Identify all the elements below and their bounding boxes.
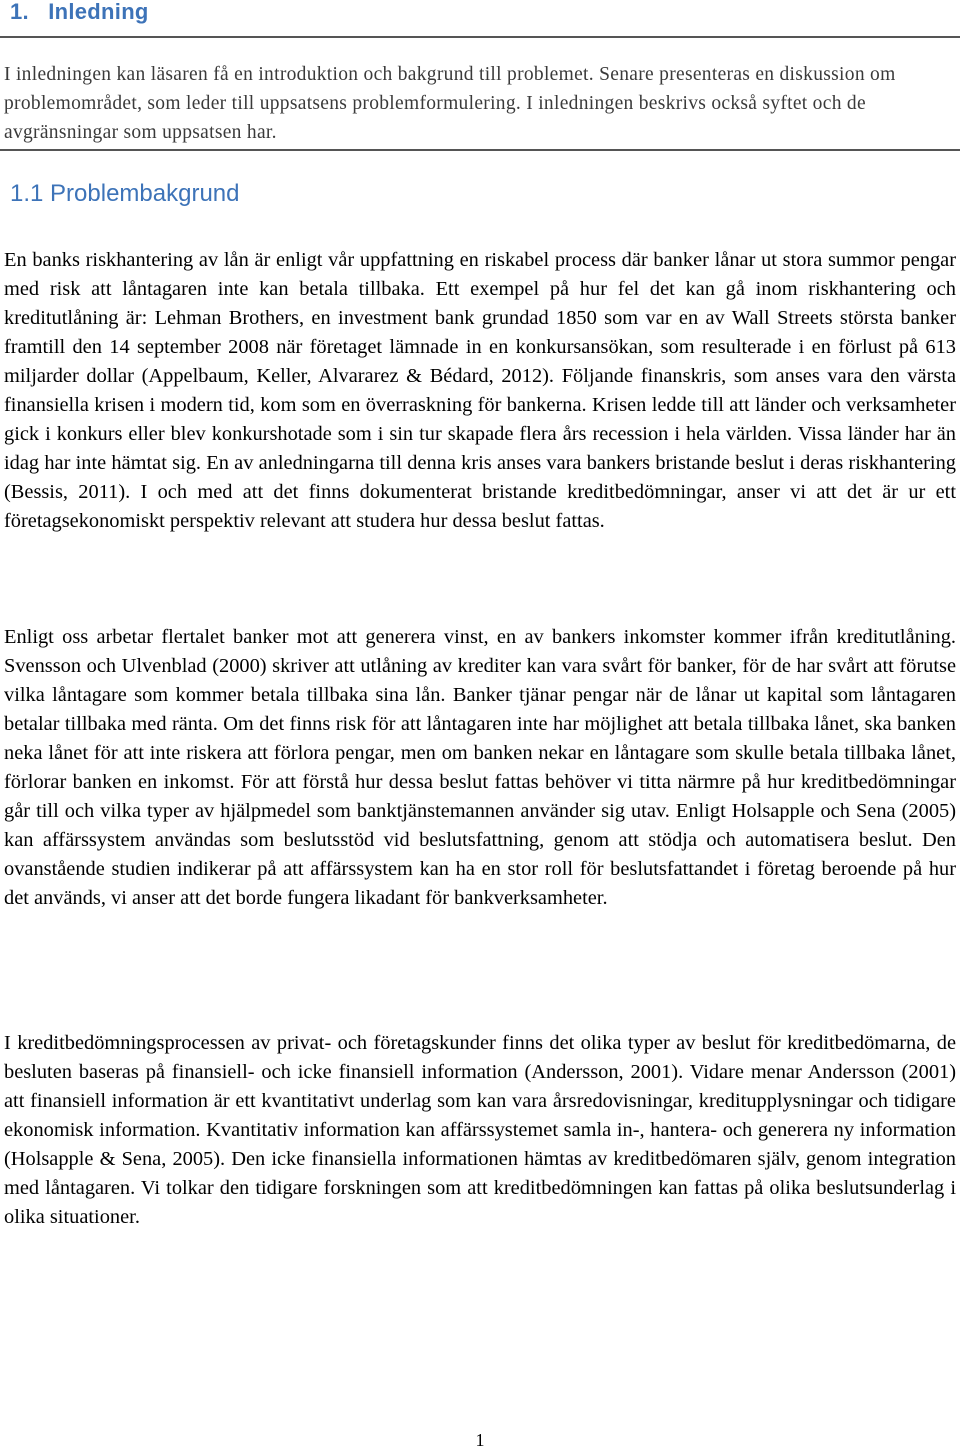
section-number: 1.1 (10, 180, 44, 207)
intro-text: I inledningen kan läsaren få en introduktion och bakgrund till problemet. Senare presenteras en diskussion om problemområdet, som leder till uppsatsens problemformulering. I inledningen beskrivs också syftet och de avgränsningar som uppsatsen har. (4, 64, 896, 143)
heading-divider (0, 36, 960, 38)
body-paragraph-3: I kreditbedömningsprocessen av privat- och företagskunder finns det olika typer av beslut för kreditbedömarna, de besluten baseras på finansiell- och icke finansiell information (Andersson, 2001). Vidare menar Andersson (2001) att finansiell information är ett kvantitativt underlag som kan vara årsredovisningar, kreditupplysningar och tidigare ekonomisk information. Kvantitativ information kan affärssystemet samla in-, hantera- och generera ny information (Holsapple & Sena, 2005). Den icke finansiella informationen hämtas av kreditbedömaren själv, genom integration med låntagaren. Vi tolkar den tidigare forskningen som att kreditbedömningen kan fattas på olika beslutsunderlag i olika situationer. (4, 1032, 956, 1228)
chapter-number: 1. (10, 0, 29, 24)
body-paragraph-1: En banks riskhantering av lån är enligt vår uppfattning en riskabel process där banker lånar ut stora summor pengar med risk att låntagaren inte kan betala tillbaka. Ett exempel på hur fel det kan gå inom riskhantering och kreditutlåning är: Lehman Brothers, en investment bank grundad 1850 som var en av Wall Streets största banker framtill den 14 september 2008 när företaget lämnade in en konkursansökan, som resulterade i en förlust på 613 miljarder dollar (Appelbaum, Keller, Alvararez & Bédard, 2012). Följande finanskris, som anses vara den värsta finansiella krisen i modern tid, kom som en överraskning för bankerna. Krisen ledde till att länder och verksamheter gick i konkurs eller blev konkurshotade som i sin tur skapade flera års recession i hela världen. Vissa länder har än idag har inte hämtat sig. En av anledningarna till denna kris anses vara bankers bristande beslut i deras riskhantering (Bessis, 2011). I och med att det finns dokumenterat bristande kreditbedömningar, anser vi att det är ur ett företagsekonomiskt perspektiv relevant att studera hur dessa beslut fattas. (4, 249, 956, 532)
chapter-title: Inledning (48, 0, 149, 24)
section-heading (10, 180, 240, 208)
section-title: Problembakgrund (50, 180, 240, 207)
chapter-heading (10, 0, 149, 25)
intro-divider (0, 149, 960, 151)
body-paragraph-2: Enligt oss arbetar flertalet banker mot att generera vinst, en av bankers inkomster kommer ifrån kreditutlåning. Svensson och Ulvenblad (2000) skriver att utlåning av krediter kan vara svårt för banker, för de har svårt att förutse vilka låntagare som kommer betala tillbaka sina lån. Banker tjänar pengar när de lånar ut kapital som låntagaren betalar tillbaka med ränta. Om det finns risk för att låntagaren inte har möjlighet att betala tillbaka lånet, ska banken neka lånet för att inte riskera att förlora pengar, men om banken nekar en låntagare som skulle betala tillbaka lånet, förlorar banken en inkomst. För att förstå hur dessa beslut fattas behöver vi titta närmre på hur kreditbedömningar går till och vilka typer av hjälpmedel som banktjänstemannen använder sig utav. Enligt Holsapple och Sena (2005) kan affärssystem användas som beslutsstöd vid beslutsfattning, genom att stödja och automatisera beslut. Den ovanstående studien indikerar på att affärssystem kan ha en stor roll för beslutsfattandet i företag beroende på hur det används, vi anser att det borde fungera likadant för bankverksamheter. (4, 626, 956, 909)
page-number: 1 (475, 1430, 485, 1450)
